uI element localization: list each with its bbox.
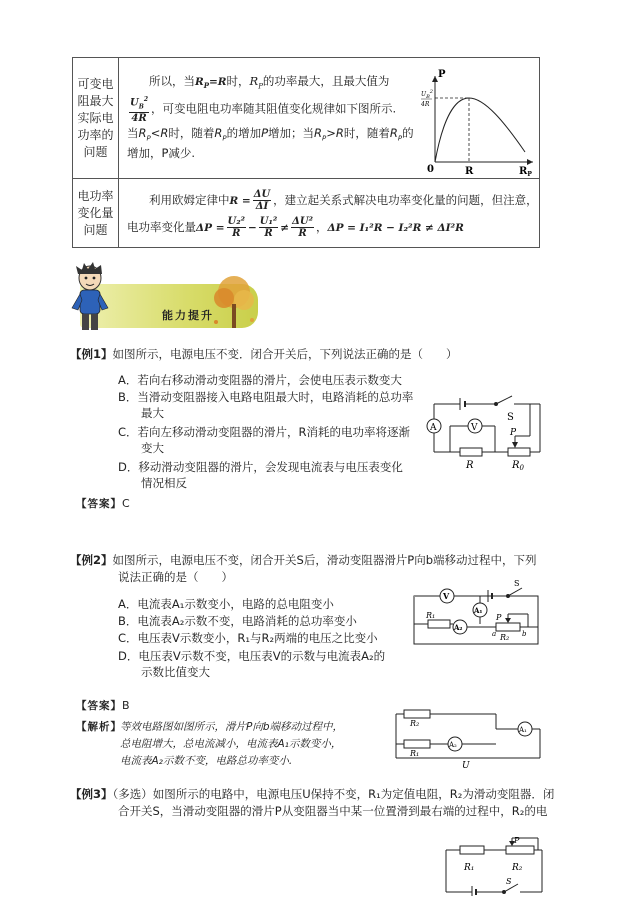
example2-equivalent-circuit <box>392 704 542 770</box>
origin-label: 0 <box>427 164 434 175</box>
summary-table <box>72 57 540 248</box>
example2-circuit-diagram <box>410 578 546 652</box>
power-change-formula: ΔP = I₁²R − I₂²R ≠ ΔI²R <box>327 222 464 234</box>
autumn-tree-icon <box>206 270 262 332</box>
example1-answer: 【答案】C <box>76 497 130 510</box>
example2-question-line1: 【例2】如图所示，电源电压不变，闭合开关S后，滑动变阻器滑片P向b端移动过程中，下列 <box>70 553 537 567</box>
x-axis-arrow-icon <box>527 159 533 165</box>
example3-line2: 合开关S，当滑动变阻器的滑片P从变阻器当中某一位置滑到最右端的过程中，R₂的电 <box>118 804 548 818</box>
row2-line1: 利用欧姆定律中R = $\frac{\Delta U}{\Delta I}$ ，建立起关系式解决电功率变化量的问题，但注意， <box>149 189 538 212</box>
resistor-r-label: R <box>466 460 474 471</box>
max-power-fraction: $\frac{U_B^2}{4R}$ <box>130 96 148 125</box>
example1-option-b-cont: 最大 <box>118 406 164 420</box>
resistor-r2-label: R₂ <box>410 719 420 728</box>
example-label: 【例3】 <box>70 787 113 801</box>
banner-title: 能力提升 <box>162 309 214 322</box>
example2-analysis-line2: 总电阻增大，总电流减小，电流表A₁示数变小， <box>120 738 342 750</box>
row2-line2: 电功率变化量ΔP = $\frac{\text{U₂²}}{R}$ − $\frac{\text{U₁²}}{R}$ ≠ $\frac{\text{ΔU²}}{R}$ ，ΔP = I₁²R − I₂²R ≠ ΔI²R <box>127 216 464 239</box>
example-label: 【例2】 <box>70 553 113 567</box>
resistor-r1-label: R₁ <box>464 863 475 873</box>
resistor-r1-label: R₁ <box>410 749 420 758</box>
row-label: 可变电阻最大实际电功率的问题 <box>73 58 119 178</box>
y-label: P <box>438 69 446 80</box>
example2-analysis-line1: 等效电路图如图所示，滑片P向b端移动过程中， <box>120 721 343 733</box>
voltmeter-label: V <box>471 423 478 433</box>
ammeter-a1-label: A₁ <box>519 726 527 734</box>
row1-line1: 所以，当$R_P=R$时，$R_P$的功率最大，且最大值为 <box>149 74 390 91</box>
example2-option-c: C．电压表V示数变小，R₁与R₂两端的电压之比变小 <box>118 631 378 645</box>
resistor-r2-label: R₂ <box>500 633 510 642</box>
cartoon-boy-icon <box>66 262 112 334</box>
example1-option-c: C．若向左移动滑动变阻器的滑片，R消耗的电功率将逐渐 <box>118 425 411 439</box>
peak-label-den: 4R <box>421 101 430 108</box>
switch-label: S <box>506 877 512 886</box>
voltmeter-label: V <box>443 591 450 601</box>
ammeter-a2-label: A₂ <box>449 741 457 749</box>
example1-option-d-cont: 情况相反 <box>118 476 187 490</box>
voltage-u-label: U <box>462 761 470 771</box>
example1-option-b: B．当滑动变阻器接入电路电阻最大时，电路消耗的总功率 <box>118 390 414 404</box>
example2-question-line2: 说法正确的是（ ） <box>118 570 233 584</box>
ammeter-label: A <box>430 423 437 433</box>
table-row <box>73 58 539 179</box>
resistor-r1-label: R₁ <box>426 611 436 620</box>
ammeter-a2-label: A₂ <box>454 623 463 632</box>
example2-analysis-tag: 【解析】 <box>76 721 122 733</box>
switch-label: S <box>514 579 520 588</box>
ohm-fraction: $\frac{\Delta U}{\Delta I}$ <box>253 189 271 212</box>
example1-option-d: D．移动滑动变阻器的滑片，会发现电流表与电压表变化 <box>118 460 403 474</box>
example-label: 【例1】 <box>70 347 113 361</box>
slider-label: P <box>496 613 502 622</box>
example1-option-c-cont: 变大 <box>118 441 164 455</box>
example2-answer: 【答案】B <box>76 699 130 712</box>
example1-question: 【例1】如图所示，电源电压不变．闭合开关后，下列说法正确的是（ ） <box>70 347 458 361</box>
switch-label: S <box>507 412 514 423</box>
x-tick-label: R <box>465 166 474 177</box>
slider-label: P <box>510 428 517 438</box>
row-label: 电功率变化量问题 <box>73 178 119 248</box>
row1-line3: 当$R_P<R$时，随着$R_P$的增加P增加；当$R_P>R$时，随着$R_P$的 <box>127 126 414 143</box>
slider-label: P <box>514 836 520 845</box>
row1-line2: $\frac{U_B^2}{4R}$ ，可变电阻电功率随其阻值变化规律如下图所示. <box>130 96 397 125</box>
row1-line4: 增加，P减少. <box>127 146 196 160</box>
table-row <box>73 178 539 248</box>
power-vs-resistance-graph <box>421 68 537 178</box>
terminal-a-label: a <box>492 630 497 638</box>
slider-arrow-icon <box>505 618 511 623</box>
example1-option-a: A．若向右移动滑动变阻器的滑片，会使电压表示数变大 <box>118 373 402 387</box>
x-axis-label: $R_P$ <box>519 166 532 178</box>
terminal-b-label: b <box>522 630 527 638</box>
example3-line1: 【例3】（多选）如图所示的电路中，电源电压U保持不变，R₁为定值电阻，R₂为滑动变阻器．闭 <box>70 787 555 801</box>
resistor-r2-label: R₂ <box>512 863 523 873</box>
power-curve <box>435 98 525 162</box>
example2-option-d-cont: 示数比值变大 <box>118 665 210 679</box>
peak-label-num: $U_B^2$ <box>421 89 433 100</box>
resistor-r0-label: $R_0$ <box>512 460 524 472</box>
example2-option-d: D．电压表V示数不变，电压表V的示数与电流表A₂的 <box>118 649 386 663</box>
slider-arrow-icon <box>512 442 518 448</box>
example2-option-a: A．电流表A₁示数变小，电路的总电阻变小 <box>118 597 334 611</box>
example3-circuit-diagram <box>442 834 550 896</box>
example2-option-b: B．电流表A₂示数不变，电路消耗的总功率变小 <box>118 614 357 628</box>
example1-circuit-diagram <box>420 392 544 476</box>
example2-analysis-line3: 电流表A₂示数不变，电路总功率变小. <box>120 755 293 767</box>
ammeter-a1-label: A₁ <box>474 606 483 615</box>
